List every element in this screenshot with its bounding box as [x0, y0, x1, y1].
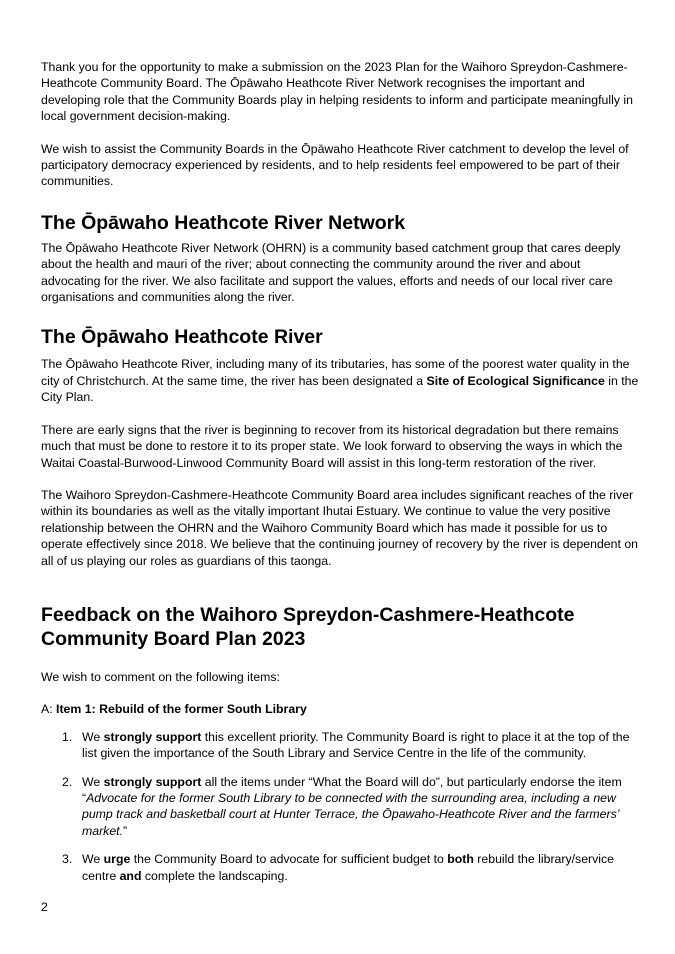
site-significance-bold: Site of Ecological Significance — [426, 373, 605, 388]
point-bold: urge — [103, 852, 131, 867]
point-bold: strongly support — [103, 729, 202, 744]
point-text: this excellent priority. The Community Board is right to place it at the top of the list given the importance of the South Library and Service Centre in the life of the community. — [82, 729, 630, 761]
feedback-intro: We wish to comment on the following items: — [41, 669, 280, 684]
point-bold: both — [447, 852, 474, 867]
point-text: all the items under “What the Board will do”, but particularly endorse the item “ — [82, 774, 622, 805]
network-heading: The Ōpāwaho Heathcote River Network — [41, 211, 406, 234]
point-text: the Community Board to advocate for sufficient budget to — [130, 852, 448, 867]
intro-paragraph-2: We wish to assist the Community Boards in the Ōpāwaho Heathcote River catchment to develop the level of participatory democracy experienced by residents, and to help residents feel empowered to be part of their communities. — [41, 141, 629, 189]
item-1-title — [41, 701, 641, 717]
point-bold: strongly support — [103, 774, 202, 789]
list-number: 1. — [62, 729, 73, 744]
river-paragraph-1 — [41, 356, 641, 405]
river-paragraph-2: There are early signs that the river is beginning to recover from its historical degradation but there remains much that must be done to restore it to its proper state. We look forward to observing the ways in which the Waitai Coastal-Burwood-Linwood Community Board will assist in this long-term restoration of the river. — [41, 422, 623, 470]
feedback-heading: Feedback on the Waihoro Spreydon-Cashmere-Heathcote Community Board Plan 2023 — [41, 603, 575, 650]
point-text: We — [82, 729, 104, 744]
river-p1-text-a: The Ōpāwaho Heathcote River, including many of its tributaries, has some of the poorest water quality in the city of Christchurch. At the same time, the river has been designated a — [41, 357, 630, 388]
item-title-bold: Item 1: Rebuild of the former South Library — [56, 702, 307, 717]
item-prefix: A: — [41, 702, 57, 717]
point-text: rebuild the library/service centre — [82, 852, 614, 883]
point-text: complete the landscaping. — [141, 868, 288, 883]
intro-paragraph-1: Thank you for the opportunity to make a submission on the 2023 Plan for the Waihoro Spreydon-Cashmere-Heathcote Community Board. The Ōpāwaho Heathcote River Network recognises the important and developing role that the Community Boards play in helping residents to inform and participate meaningfully in local government decision-making. — [41, 60, 633, 124]
document-page — [41, 59, 641, 884]
point-text: We — [82, 774, 104, 789]
point-text: We — [82, 852, 104, 867]
list-item — [41, 729, 641, 762]
list-number: 3. — [62, 852, 73, 867]
list-item — [41, 851, 641, 884]
network-paragraph: The Ōpāwaho Heathcote River Network (OHRN) is a community based catchment group that cares deeply about the health and mauri of the river; about connecting the community around the river and about advocating for the river. We also facilitate and support the values, efforts and needs of our local river care organisations and communities along the river. — [41, 240, 621, 305]
feedback-points-list — [41, 729, 641, 884]
page-number: 2 — [41, 900, 48, 914]
river-heading: The Ōpāwaho Heathcote River — [41, 326, 323, 349]
river-paragraph-3: The Waihoro Spreydon-Cashmere-Heathcote Community Board area includes significant reaches of the river within its boundaries as well as the vitally important Ihutai Estuary. We continue to value the very positive relationship between the OHRN and the Waihoro Community Board which has made it possible for us to operate effectively since 2018. We believe that the continuing journey of recovery by the river is dependent on all of us playing our roles as guardians of this taonga. — [41, 487, 638, 568]
point-italic-quote: Advocate for the former South Library to be connected with the surrounding area, including a new pump track and basketball court at Hunter Terrace, the Ōpawaho-Heathcote River and the farmers’ market. — [82, 790, 619, 838]
list-number: 2. — [62, 774, 73, 789]
river-p1-text-b: in the City Plan. — [41, 373, 639, 405]
point-text: ” — [123, 823, 128, 838]
list-item — [41, 774, 641, 840]
point-bold: and — [119, 868, 142, 883]
